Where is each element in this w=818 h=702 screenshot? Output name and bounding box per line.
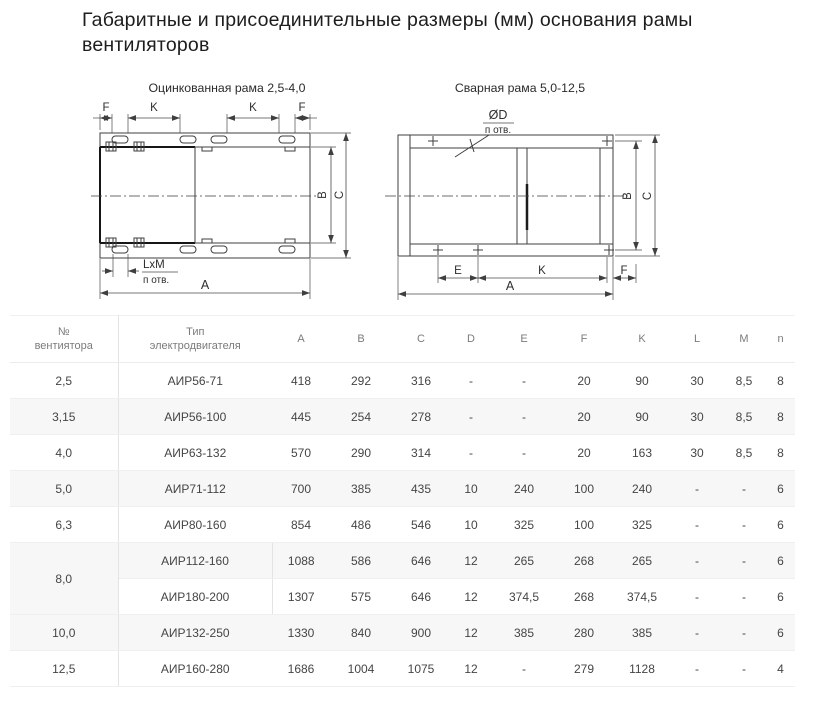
table-cell: 254 (330, 399, 392, 435)
side-dimensions (615, 135, 660, 256)
table-cell: 6 (766, 579, 795, 615)
dimensions-table (10, 315, 795, 687)
table-cell: 1075 (392, 651, 450, 687)
motor-type-cell: АИР180-200 (118, 579, 272, 615)
column-header-a: A (272, 316, 330, 363)
table-cell: 325 (612, 507, 672, 543)
motor-type-cell: АИР56-71 (118, 363, 272, 399)
table-cell: 586 (330, 543, 392, 579)
width-dimension (100, 259, 310, 299)
fan-number-cell: 4,0 (10, 435, 118, 471)
column-header-k: K (612, 316, 672, 363)
page-title (82, 8, 752, 58)
table-cell: 10 (450, 507, 492, 543)
table-cell: 385 (330, 471, 392, 507)
table-cell: - (450, 435, 492, 471)
table-cell: 700 (272, 471, 330, 507)
table-cell: 575 (330, 579, 392, 615)
table-cell: 10 (450, 471, 492, 507)
table-cell: 1686 (272, 651, 330, 687)
column-header-c: C (392, 316, 450, 363)
table-cell: - (492, 399, 556, 435)
motor-type-cell: АИР71-112 (118, 471, 272, 507)
table-cell: 1330 (272, 615, 330, 651)
hole-count-label: п отв. (143, 275, 170, 286)
motor-type-cell: АИР112-160 (118, 543, 272, 579)
dim-label-a: A (505, 279, 515, 293)
table-row (10, 363, 795, 399)
column-header-n: n (766, 316, 795, 363)
table-cell: 163 (612, 435, 672, 471)
table-cell: 445 (272, 399, 330, 435)
drawing-title-galvanized: Оцинкованная рама 2,5-4,0 (148, 81, 306, 95)
dim-label-b: B (317, 191, 329, 199)
column-header-b: B (330, 316, 392, 363)
side-dimensions (311, 133, 351, 258)
top-dimensions (93, 102, 317, 133)
table-row (10, 543, 795, 579)
table-cell: 6 (766, 543, 795, 579)
table-cell: 8,5 (722, 399, 766, 435)
fan-number-cell: 5,0 (10, 471, 118, 507)
table-cell: 854 (272, 507, 330, 543)
table-cell: 4 (766, 651, 795, 687)
table-cell: 8,5 (722, 435, 766, 471)
table-cell: 1307 (272, 579, 330, 615)
table-cell: 290 (330, 435, 392, 471)
motor-type-cell: АИР132-250 (118, 615, 272, 651)
table-cell: 240 (612, 471, 672, 507)
table-cell: 325 (492, 507, 556, 543)
column-header-d: D (450, 316, 492, 363)
dim-label-e: E (454, 265, 462, 277)
table-cell: 30 (672, 363, 722, 399)
hole-size-label: LxM (143, 259, 165, 271)
table-cell: - (722, 651, 766, 687)
table-header-row (10, 316, 795, 363)
table-cell: 12 (450, 543, 492, 579)
dim-label-k: K (538, 265, 546, 277)
table-cell: 8 (766, 363, 795, 399)
table-cell: 646 (392, 543, 450, 579)
dim-label-c: C (334, 190, 346, 200)
table-row (10, 579, 795, 615)
table-row (10, 435, 795, 471)
table-cell: 486 (330, 507, 392, 543)
column-header-f: F (556, 316, 612, 363)
table-row (10, 399, 795, 435)
table-cell: 418 (272, 363, 330, 399)
table-cell: - (492, 651, 556, 687)
table-cell: - (672, 471, 722, 507)
table-cell: 90 (612, 399, 672, 435)
column-header-m: M (722, 316, 766, 363)
table-cell: 8 (766, 399, 795, 435)
column-header-e: E (492, 316, 556, 363)
dim-label-k-left: K (150, 102, 158, 114)
table-cell: 900 (392, 615, 450, 651)
table-cell: 8,5 (722, 363, 766, 399)
fan-number-cell: 10,0 (10, 615, 118, 651)
width-dimension (398, 257, 613, 300)
table-cell: - (672, 615, 722, 651)
table-cell: - (672, 651, 722, 687)
table-cell: - (722, 579, 766, 615)
table-cell: 8 (766, 435, 795, 471)
table-cell: 278 (392, 399, 450, 435)
table-cell: 280 (556, 615, 612, 651)
holes-callout (102, 254, 178, 286)
fan-number-cell: 12,5 (10, 651, 118, 687)
table-cell: 570 (272, 435, 330, 471)
table-cell: 6 (766, 507, 795, 543)
table-cell: 12 (450, 579, 492, 615)
table-cell: 12 (450, 615, 492, 651)
table-cell: - (672, 543, 722, 579)
table-cell: 100 (556, 471, 612, 507)
column-header-l: L (672, 316, 722, 363)
table-cell: 268 (556, 579, 612, 615)
table-cell: - (722, 543, 766, 579)
table-cell: 12 (450, 651, 492, 687)
table-row (10, 651, 795, 687)
welded-frame-drawing (385, 78, 675, 310)
table-cell: 265 (612, 543, 672, 579)
table-cell: 435 (392, 471, 450, 507)
table-cell: 374,5 (492, 579, 556, 615)
table-cell: 1004 (330, 651, 392, 687)
table-cell: 279 (556, 651, 612, 687)
hole-count-label: п отв. (484, 125, 512, 136)
hole-diameter-label: ØD (488, 108, 508, 122)
table-cell: - (492, 435, 556, 471)
table-cell: 20 (556, 363, 612, 399)
table-cell: - (722, 471, 766, 507)
table-cell: 546 (392, 507, 450, 543)
holes-callout (455, 108, 514, 157)
dim-label-f-left: F (102, 102, 110, 114)
motor-type-cell: АИР63-132 (118, 435, 272, 471)
table-cell: 20 (556, 399, 612, 435)
table-cell: - (672, 579, 722, 615)
table-cell: 316 (392, 363, 450, 399)
table-row (10, 615, 795, 651)
table-cell: 268 (556, 543, 612, 579)
table-cell: 1088 (272, 543, 330, 579)
dim-label-k-right: K (249, 102, 257, 114)
table-cell: 385 (492, 615, 556, 651)
table-cell: 314 (392, 435, 450, 471)
table-cell: 240 (492, 471, 556, 507)
table-row (10, 471, 795, 507)
motor-type-cell: АИР56-100 (118, 399, 272, 435)
table-cell: 265 (492, 543, 556, 579)
table-cell: 30 (672, 435, 722, 471)
dim-label-f: F (620, 265, 628, 277)
table-cell: - (450, 399, 492, 435)
table-cell: - (450, 363, 492, 399)
table-row (10, 507, 795, 543)
bolt-symbols (106, 142, 295, 247)
dim-label-c: C (642, 191, 654, 201)
bolt-hole-marks (428, 136, 614, 255)
fan-number-cell: 6,3 (10, 507, 118, 543)
table-cell: 6 (766, 471, 795, 507)
table-cell: - (722, 507, 766, 543)
page-title-line2: вентиляторов (82, 34, 210, 56)
fan-number-cell: 3,15 (10, 399, 118, 435)
fan-number-cell: 8,0 (10, 543, 118, 615)
table-cell: 1128 (612, 651, 672, 687)
table-cell: - (672, 507, 722, 543)
column-header-fan-number: № вентиятора (10, 316, 118, 363)
table-cell: 292 (330, 363, 392, 399)
table-cell: 385 (612, 615, 672, 651)
column-header-motor-type: Тип электродвигателя (118, 316, 272, 363)
motor-type-cell: АИР80-160 (118, 507, 272, 543)
table-cell: 840 (330, 615, 392, 651)
page-title-line1: Габаритные и присоединительные размеры (мм) основания рамы (82, 9, 693, 31)
table-cell: 90 (612, 363, 672, 399)
dim-label-a: A (200, 278, 210, 292)
dim-label-f-right: F (298, 102, 306, 114)
table-cell: 30 (672, 399, 722, 435)
table-cell: - (722, 615, 766, 651)
dim-label-b: B (622, 192, 634, 200)
fan-number-cell: 2,5 (10, 363, 118, 399)
table-cell: 374,5 (612, 579, 672, 615)
table-cell: 6 (766, 615, 795, 651)
table-cell: 100 (556, 507, 612, 543)
bottom-dimensions (438, 257, 636, 283)
table-cell: - (492, 363, 556, 399)
galvanized-frame-drawing (85, 78, 355, 310)
drawing-title-welded: Сварная рама 5,0-12,5 (454, 81, 586, 95)
table-cell: 20 (556, 435, 612, 471)
table-cell: 646 (392, 579, 450, 615)
motor-type-cell: АИР160-280 (118, 651, 272, 687)
